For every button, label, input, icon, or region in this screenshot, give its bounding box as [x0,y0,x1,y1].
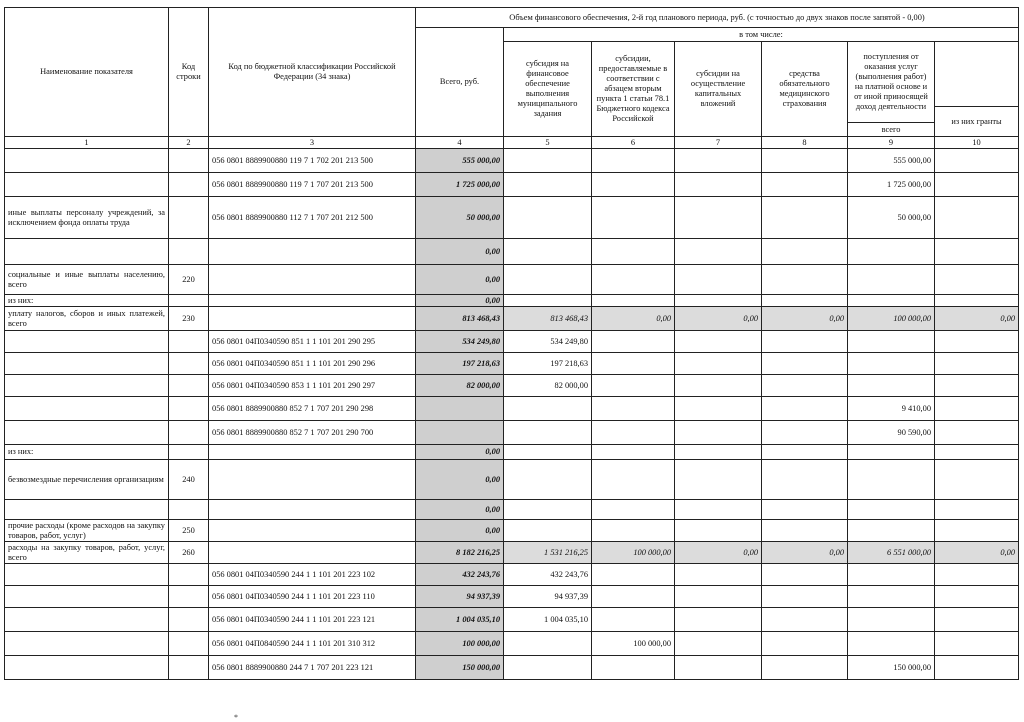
cell-line [169,149,209,173]
header-subsidy-capital: субсидии на осуществление капитальных вложений [675,42,762,137]
header-paid-block [848,42,935,137]
cell-paid-grants: 0,00 [935,542,1019,564]
cell-code: 056 0801 04П0340590 244 1 1 101 201 223 121 [209,608,416,632]
cell-oms [762,460,848,500]
header-code: Код по бюджетной классификации Российской Федерации (34 знака) [209,8,416,137]
cell-subsidy-task: 197 218,63 [504,353,592,375]
cell-name: прочие расходы (кроме расходов на закупку товаров, работ, услуг) [5,520,169,542]
cell-oms [762,564,848,586]
cell-subsidy-task [504,295,592,307]
cell-code: 056 0801 8889900880 119 7 1 702 201 213 500 [209,149,416,173]
column-number-9: 9 [848,137,935,149]
cell-subsidy-78 [592,500,675,520]
cell-subsidy-78 [592,353,675,375]
column-number-1: 1 [5,137,169,149]
cell-subsidy-78 [592,445,675,460]
cell-line [169,632,209,656]
cell-total [416,421,504,445]
cell-line: 240 [169,460,209,500]
cell-paid-grants [935,375,1019,397]
cell-code: 056 0801 04П0340590 244 1 1 101 201 223 110 [209,586,416,608]
cell-subsidy-task: 534 249,80 [504,331,592,353]
cell-paid-total [848,239,935,265]
cell-paid-grants [935,500,1019,520]
cell-oms: 0,00 [762,307,848,331]
cell-paid-grants [935,608,1019,632]
cell-name [5,421,169,445]
cell-name [5,586,169,608]
cell-subsidy-task [504,149,592,173]
cell-line [169,375,209,397]
cell-name: безвозмездные перечисления организациям [5,460,169,500]
cell-paid-grants [935,656,1019,680]
table-row [5,265,1019,295]
cell-paid-grants [935,353,1019,375]
cell-line [169,445,209,460]
header-name: Наименование показателя [5,8,169,137]
header-group: Объем финансового обеспечения, 2-й год планового периода, руб. (с точностью до двух знаков после запятой - 0,00) [416,8,1019,28]
table-row [5,295,1019,307]
cell-subsidy-task [504,445,592,460]
cell-subsidy-78 [592,149,675,173]
cell-paid-total [848,295,935,307]
cell-name [5,331,169,353]
cell-paid-total: 9 410,00 [848,397,935,421]
cell-subsidy-capital [675,500,762,520]
cell-line [169,173,209,197]
cell-code: 056 0801 8889900880 852 7 1 707 201 290 700 [209,421,416,445]
cell-subsidy-78 [592,460,675,500]
cell-subsidy-task [504,460,592,500]
cell-total [416,397,504,421]
cell-total: 534 249,80 [416,331,504,353]
cell-subsidy-capital [675,295,762,307]
cell-paid-total: 555 000,00 [848,149,935,173]
cell-oms [762,197,848,239]
cell-subsidy-task [504,173,592,197]
table-row [5,520,1019,542]
cell-subsidy-78 [592,520,675,542]
cell-subsidy-78: 0,00 [592,307,675,331]
cell-oms [762,239,848,265]
column-number-7: 7 [675,137,762,149]
cell-oms [762,265,848,295]
cell-paid-grants: 0,00 [935,307,1019,331]
cell-name [5,608,169,632]
table-row [5,421,1019,445]
cell-oms [762,421,848,445]
column-number-4: 4 [416,137,504,149]
cell-paid-grants [935,265,1019,295]
cell-paid-grants [935,149,1019,173]
cell-paid-grants [935,586,1019,608]
cell-name [5,239,169,265]
cell-paid-grants [935,460,1019,500]
cell-subsidy-78 [592,586,675,608]
table-row [5,445,1019,460]
cell-total: 0,00 [416,460,504,500]
cell-name [5,632,169,656]
column-number-8: 8 [762,137,848,149]
table-row [5,173,1019,197]
cell-paid-total [848,632,935,656]
cell-total: 432 243,76 [416,564,504,586]
cell-paid-grants [935,421,1019,445]
cell-subsidy-task [504,197,592,239]
cell-line [169,197,209,239]
cell-total: 1 725 000,00 [416,173,504,197]
cell-line [169,500,209,520]
header-including: в том числе: [504,28,1019,42]
cell-subsidy-task: 1 531 216,25 [504,542,592,564]
cell-paid-grants [935,239,1019,265]
cell-name: из них: [5,445,169,460]
cell-oms [762,500,848,520]
column-number-3: 3 [209,137,416,149]
cell-paid-total: 100 000,00 [848,307,935,331]
cell-line [169,331,209,353]
cell-paid-grants [935,331,1019,353]
header-line: Код строки [169,8,209,137]
table-row [5,307,1019,331]
cell-paid-total [848,331,935,353]
cell-name [5,564,169,586]
cell-subsidy-78 [592,173,675,197]
cell-line [169,397,209,421]
cell-code [209,307,416,331]
cell-subsidy-78 [592,375,675,397]
cell-total: 100 000,00 [416,632,504,656]
cell-subsidy-capital [675,608,762,632]
cell-subsidy-task [504,265,592,295]
cell-total: 0,00 [416,239,504,265]
cell-paid-total: 6 551 000,00 [848,542,935,564]
header-paid: поступления от оказания услуг (выполнения работ) на платной основе и от иной приносящей доход деятельности [848,42,934,123]
cell-subsidy-task [504,656,592,680]
cell-subsidy-task [504,239,592,265]
cell-subsidy-capital [675,265,762,295]
cell-subsidy-78 [592,656,675,680]
cell-oms [762,295,848,307]
column-number-5: 5 [504,137,592,149]
cell-subsidy-capital: 0,00 [675,307,762,331]
cell-subsidy-78 [592,295,675,307]
cell-subsidy-capital [675,632,762,656]
scan-mark: * [234,713,238,722]
cell-total: 50 000,00 [416,197,504,239]
cell-oms [762,353,848,375]
cell-total: 1 004 035,10 [416,608,504,632]
table-row [5,542,1019,564]
cell-code [209,295,416,307]
cell-oms [762,173,848,197]
cell-code [209,239,416,265]
cell-code: 056 0801 04П0340590 851 1 1 101 201 290 295 [209,331,416,353]
table-row [5,397,1019,421]
cell-code [209,542,416,564]
cell-paid-total [848,608,935,632]
cell-oms [762,586,848,608]
cell-paid-grants [935,173,1019,197]
cell-line: 220 [169,265,209,295]
cell-paid-total [848,375,935,397]
table-row [5,375,1019,397]
cell-line [169,239,209,265]
cell-subsidy-capital [675,520,762,542]
cell-subsidy-task [504,500,592,520]
cell-subsidy-capital [675,149,762,173]
table-row [5,331,1019,353]
table-row [5,586,1019,608]
cell-name [5,173,169,197]
table-row [5,239,1019,265]
column-number-2: 2 [169,137,209,149]
financial-table [4,7,1019,680]
cell-subsidy-78: 100 000,00 [592,632,675,656]
cell-total: 94 937,39 [416,586,504,608]
cell-subsidy-78 [592,197,675,239]
cell-code: 056 0801 8889900880 852 7 1 707 201 290 298 [209,397,416,421]
cell-name [5,149,169,173]
cell-code: 056 0801 8889900880 112 7 1 707 201 212 500 [209,197,416,239]
column-number-10: 10 [935,137,1019,149]
cell-name [5,353,169,375]
cell-subsidy-capital [675,445,762,460]
cell-total: 0,00 [416,445,504,460]
table-row [5,197,1019,239]
cell-name: расходы на закупку товаров, работ, услуг, всего [5,542,169,564]
cell-subsidy-task: 813 468,43 [504,307,592,331]
cell-subsidy-78 [592,421,675,445]
table-row [5,460,1019,500]
cell-subsidy-task [504,520,592,542]
cell-code [209,500,416,520]
cell-subsidy-task [504,421,592,445]
cell-total: 150 000,00 [416,656,504,680]
cell-paid-total [848,564,935,586]
cell-total: 0,00 [416,265,504,295]
cell-subsidy-capital [675,656,762,680]
cell-oms [762,656,848,680]
cell-subsidy-capital [675,173,762,197]
cell-subsidy-task [504,632,592,656]
cell-oms [762,608,848,632]
cell-total: 0,00 [416,500,504,520]
cell-paid-grants [935,520,1019,542]
cell-subsidy-78 [592,564,675,586]
header-paid-grants-block [935,42,1019,137]
cell-subsidy-capital [675,239,762,265]
cell-paid-total [848,445,935,460]
cell-name [5,375,169,397]
cell-oms: 0,00 [762,542,848,564]
cell-name [5,656,169,680]
cell-code: 056 0801 04П0340590 851 1 1 101 201 290 296 [209,353,416,375]
header-oms: средства обязательного медицинского страхования [762,42,848,137]
cell-paid-total [848,586,935,608]
header-subsidy-78: субсидии, предоставляемые в соответствии с абзацем вторым пункта 1 статьи 78.1 Бюджетного кодекса Российской [592,42,675,137]
cell-subsidy-78: 100 000,00 [592,542,675,564]
cell-code [209,265,416,295]
cell-subsidy-task: 1 004 035,10 [504,608,592,632]
cell-paid-total: 150 000,00 [848,656,935,680]
cell-code [209,460,416,500]
cell-subsidy-capital [675,397,762,421]
cell-line [169,608,209,632]
column-numbers-row [5,137,1019,149]
cell-paid-grants [935,295,1019,307]
cell-line: 250 [169,520,209,542]
table-row [5,149,1019,173]
table-row [5,608,1019,632]
cell-subsidy-78 [592,608,675,632]
cell-name: из них: [5,295,169,307]
cell-paid-total [848,460,935,500]
cell-subsidy-task: 94 937,39 [504,586,592,608]
cell-code: 056 0801 04П0340590 853 1 1 101 201 290 297 [209,375,416,397]
cell-subsidy-78 [592,397,675,421]
cell-name: социальные и иные выплаты населению, всего [5,265,169,295]
cell-code: 056 0801 8889900880 244 7 1 707 201 223 121 [209,656,416,680]
cell-paid-total [848,520,935,542]
cell-total: 0,00 [416,520,504,542]
cell-name: уплату налогов, сборов и иных платежей, всего [5,307,169,331]
cell-paid-total [848,353,935,375]
cell-subsidy-capital [675,375,762,397]
table-row [5,564,1019,586]
cell-name: иные выплаты персоналу учреждений, за исключением фонда оплаты труда [5,197,169,239]
header-paid-grants: из них гранты [951,116,1002,126]
cell-subsidy-78 [592,239,675,265]
cell-oms [762,375,848,397]
cell-code: 056 0801 8889900880 119 7 1 707 201 213 500 [209,173,416,197]
cell-code: 056 0801 04П0340590 244 1 1 101 201 223 102 [209,564,416,586]
cell-name [5,500,169,520]
header-total: Всего, руб. [416,28,504,137]
table-row [5,656,1019,680]
cell-subsidy-capital [675,197,762,239]
cell-paid-total [848,500,935,520]
cell-paid-grants [935,197,1019,239]
header-paid-total: всего [881,124,901,134]
cell-line: 260 [169,542,209,564]
cell-total: 555 000,00 [416,149,504,173]
cell-paid-total: 90 590,00 [848,421,935,445]
cell-subsidy-capital [675,421,762,445]
cell-line [169,586,209,608]
cell-paid-grants [935,397,1019,421]
column-number-6: 6 [592,137,675,149]
cell-subsidy-capital [675,586,762,608]
cell-total: 0,00 [416,295,504,307]
table-row [5,632,1019,656]
cell-total: 197 218,63 [416,353,504,375]
cell-total: 82 000,00 [416,375,504,397]
cell-name [5,397,169,421]
cell-subsidy-78 [592,331,675,353]
cell-oms [762,149,848,173]
table-row [5,500,1019,520]
cell-paid-total [848,265,935,295]
cell-paid-grants [935,564,1019,586]
cell-subsidy-task: 82 000,00 [504,375,592,397]
cell-line [169,656,209,680]
cell-line [169,295,209,307]
cell-line [169,421,209,445]
cell-oms [762,520,848,542]
cell-total: 8 182 216,25 [416,542,504,564]
cell-subsidy-task [504,397,592,421]
cell-line: 230 [169,307,209,331]
cell-code [209,520,416,542]
cell-paid-grants [935,445,1019,460]
cell-total: 813 468,43 [416,307,504,331]
cell-code [209,445,416,460]
cell-paid-total: 1 725 000,00 [848,173,935,197]
cell-line [169,353,209,375]
cell-subsidy-capital [675,564,762,586]
cell-subsidy-78 [592,265,675,295]
cell-subsidy-capital [675,353,762,375]
cell-oms [762,632,848,656]
cell-subsidy-capital: 0,00 [675,542,762,564]
cell-oms [762,331,848,353]
cell-subsidy-capital [675,460,762,500]
header-subsidy-task: субсидия на финансовое обеспечение выполнения муниципального задания [504,42,592,137]
cell-paid-total: 50 000,00 [848,197,935,239]
cell-line [169,564,209,586]
cell-code: 056 0801 04П0840590 244 1 1 101 201 310 312 [209,632,416,656]
cell-oms [762,397,848,421]
cell-paid-grants [935,632,1019,656]
table-row [5,353,1019,375]
cell-subsidy-capital [675,331,762,353]
cell-subsidy-task: 432 243,76 [504,564,592,586]
cell-oms [762,445,848,460]
